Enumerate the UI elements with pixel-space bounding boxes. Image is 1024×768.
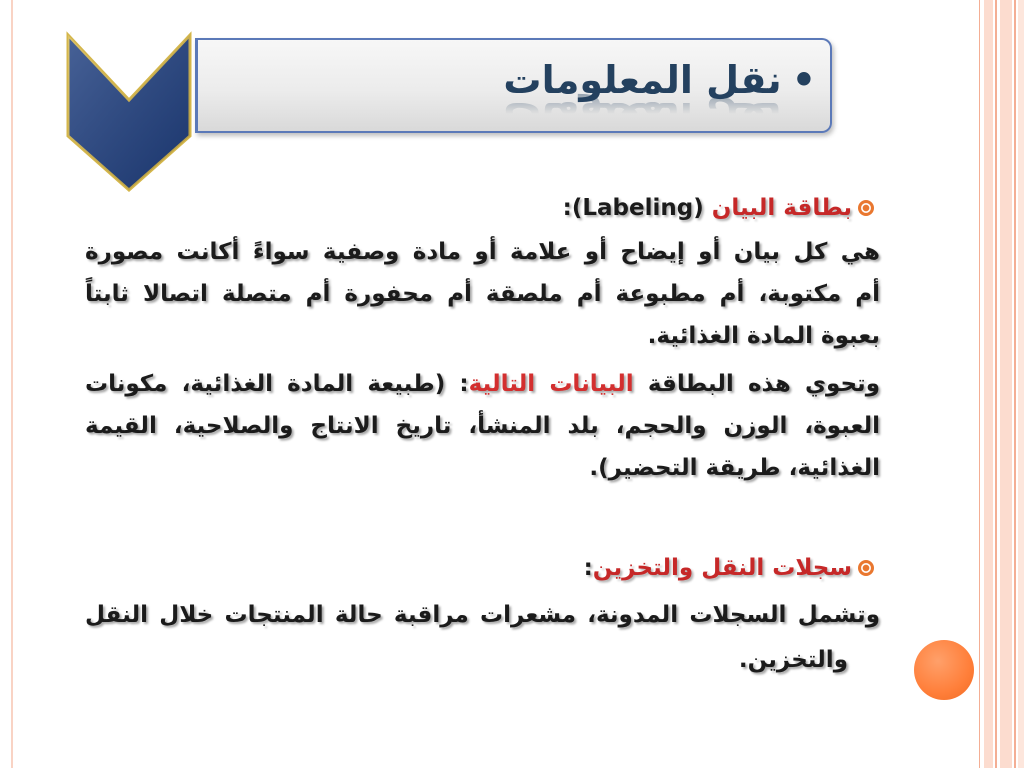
paragraph-records-description bbox=[85, 593, 880, 683]
title-text: نقل المعلومات bbox=[503, 58, 782, 102]
left-border-rule bbox=[11, 0, 13, 768]
section-heading-suffix: (Labeling): bbox=[562, 195, 704, 221]
paragraph-line: وتشمل السجلات المدونة، مشعرات مراقبة حالة المنتجات خلال النقل bbox=[85, 602, 880, 628]
section-heading-suffix: : bbox=[583, 555, 593, 581]
section-heading-label: سجلات النقل والتخزين bbox=[592, 555, 852, 581]
paragraph-line: بعبوة المادة الغذائية. bbox=[647, 323, 880, 349]
section-heading-records bbox=[352, 547, 852, 589]
line-text: : (طبيعة المادة الغذائية، مكونات bbox=[85, 371, 469, 397]
right-border-stripe bbox=[1018, 0, 1024, 768]
line-text: وتحوي هذه البطاقة bbox=[633, 371, 880, 397]
title-box bbox=[195, 38, 832, 133]
highlighted-term: البيانات التالية bbox=[468, 371, 634, 397]
right-border-stripe bbox=[995, 0, 997, 768]
section-heading-labeling bbox=[352, 187, 852, 229]
paragraph-line: الغذائية، طريقة التحضير). bbox=[589, 455, 880, 481]
circle-bullet-icon bbox=[858, 200, 874, 216]
paragraph-labeling-definition bbox=[85, 231, 880, 357]
paragraph-line bbox=[85, 363, 880, 405]
paragraph-line: هي كل بيان أو إيضاح أو علامة أو مادة وصفية سواءً أكانت مصورة bbox=[85, 239, 880, 265]
paragraph-label-contents bbox=[85, 363, 880, 489]
title-bullet: • bbox=[791, 58, 816, 102]
circle-bullet-icon bbox=[858, 560, 874, 576]
chevron-down-icon bbox=[60, 28, 200, 198]
paragraph-line: العبوة، الوزن والحجم، بلد المنشأ، تاريخ الانتاج والصلاحية، القيمة bbox=[85, 413, 880, 439]
section-heading-label: بطاقة البيان bbox=[711, 195, 852, 221]
right-border-stripe bbox=[1000, 0, 1012, 768]
right-border-stripe bbox=[1014, 0, 1016, 768]
decorative-circle bbox=[914, 640, 974, 700]
paragraph-line: أم مكتوبة، أم مطبوعة أم ملصقة أم محفورة أم متصلة اتصالا ثابتاً bbox=[85, 281, 880, 307]
paragraph-line: والتخزين. bbox=[738, 647, 848, 673]
right-border-stripe bbox=[979, 0, 980, 768]
slide-title bbox=[503, 57, 816, 103]
right-border-stripe bbox=[984, 0, 993, 768]
